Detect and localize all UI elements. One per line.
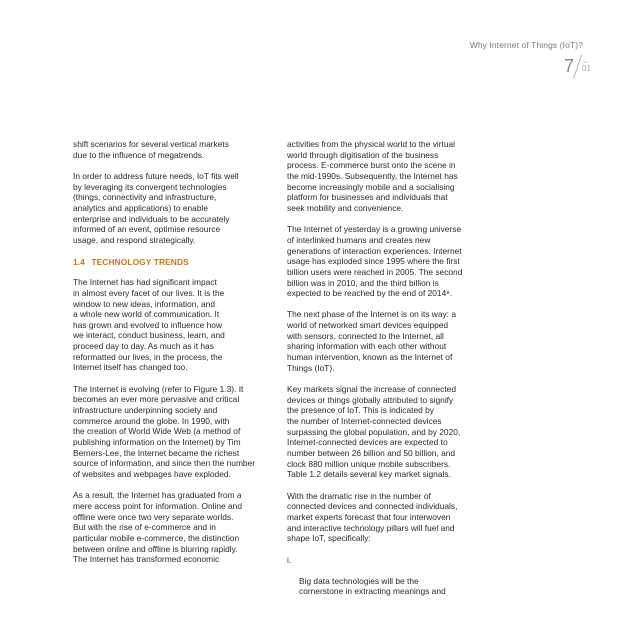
- paragraph: activities from the physical world to the virtual world through digitisation of the business process. E-commerce burst onto the scene in the mid-1990s. Subsequently, the Internet has become increasingly mobile and a socialising platform for businesses and individuals that seek mobility and convenience.: [287, 139, 458, 213]
- section-heading-number: 1.4: [73, 256, 85, 267]
- chapter-title: Why Internet of Things (IoT)?: [469, 40, 583, 50]
- section-number: 01: [582, 64, 591, 73]
- paragraph: The next phase of the Internet is on its way: a world of networked smart devices equipped with sensors, connected to the Internet, all sharing information with each other without human intervention, known as the Internet of Things (IoT).: [287, 309, 456, 373]
- paragraph: The Internet has had significant impact in almost every facet of our lives. It is the window to new ideas, information, and a whole new world of communication. It has grown and evolved to influence how we interact, conduct business, learn, and proceed day to day. As much as it has reformatted our lives, in the process, the Internet itself has changed too.: [73, 277, 225, 373]
- page-divider-slash: [573, 55, 582, 79]
- paragraph: shift scenarios for several vertical markets due to the influence of megatrends.: [73, 139, 229, 160]
- list-item-text: Big data technologies will be the cornerstone in extracting meanings and: [299, 575, 446, 597]
- paragraph: Key markets signal the increase of connected devices or things globally attributed to signify the presence of IoT. This is indicated by the number of Internet-connected devices surpassing the global population, and by 2020, Internet-connected devices are expected to number between 26 billion and 50 billion, and clock 880 million unique mobile subscribers. Table 1.2 details several key market signals.: [287, 384, 461, 480]
- list-marker: i.: [287, 554, 292, 565]
- section-label: Sec: [583, 60, 589, 64]
- section-heading-title: TECHNOLOGY TRENDS: [91, 256, 189, 267]
- paragraph: As a result, the Internet has graduated from a mere access point for information. Online and offline were once two very separate worlds. But with the rise of e-commerce and in particular mobile e-commerce, the distinction between online and offline is blurring rapidly. The Internet has transformed economic: [73, 490, 242, 565]
- paragraph: The Internet is evolving (refer to Figure 1.3). It becomes an ever more pervasive and critical infrastructure underpinning society and commerce around the globe. In 1990, with the creation of World Wide Web (a method of publishing information on the Internet) by Tim Berners-Lee, the Internet became the richest source of information, and since then the number of websites and webpages have exploded.: [73, 383, 256, 479]
- paragraph: The Internet of yesterday is a growing universe of interlinked humans and creates new generations of interaction experiences. Internet usage has exploded since 1995 where the first billion users were reached in 2005. The second billion was in 2010, and the third billion is expected to be reached by the end of 2014⁸.: [287, 224, 463, 299]
- left-column: [73, 139, 265, 576]
- section-heading: [73, 257, 265, 268]
- right-column: [287, 139, 479, 597]
- paragraph: With the dramatic rise in the number of connected devices and connected individuals, market experts forecast that four interwoven and interactive technology pillars will fuel and shape IoT, specifically:: [287, 490, 458, 544]
- list-item: [287, 555, 479, 598]
- page-number: 7: [563, 56, 574, 76]
- paragraph: In order to address future needs, IoT fits well by leveraging its convergent technologies (things, connectivity and infrastructure, analytics and applications) to enable enterprise and individuals to be accurately informed of an event, optimise resource usage, and respond strategically.: [73, 170, 239, 245]
